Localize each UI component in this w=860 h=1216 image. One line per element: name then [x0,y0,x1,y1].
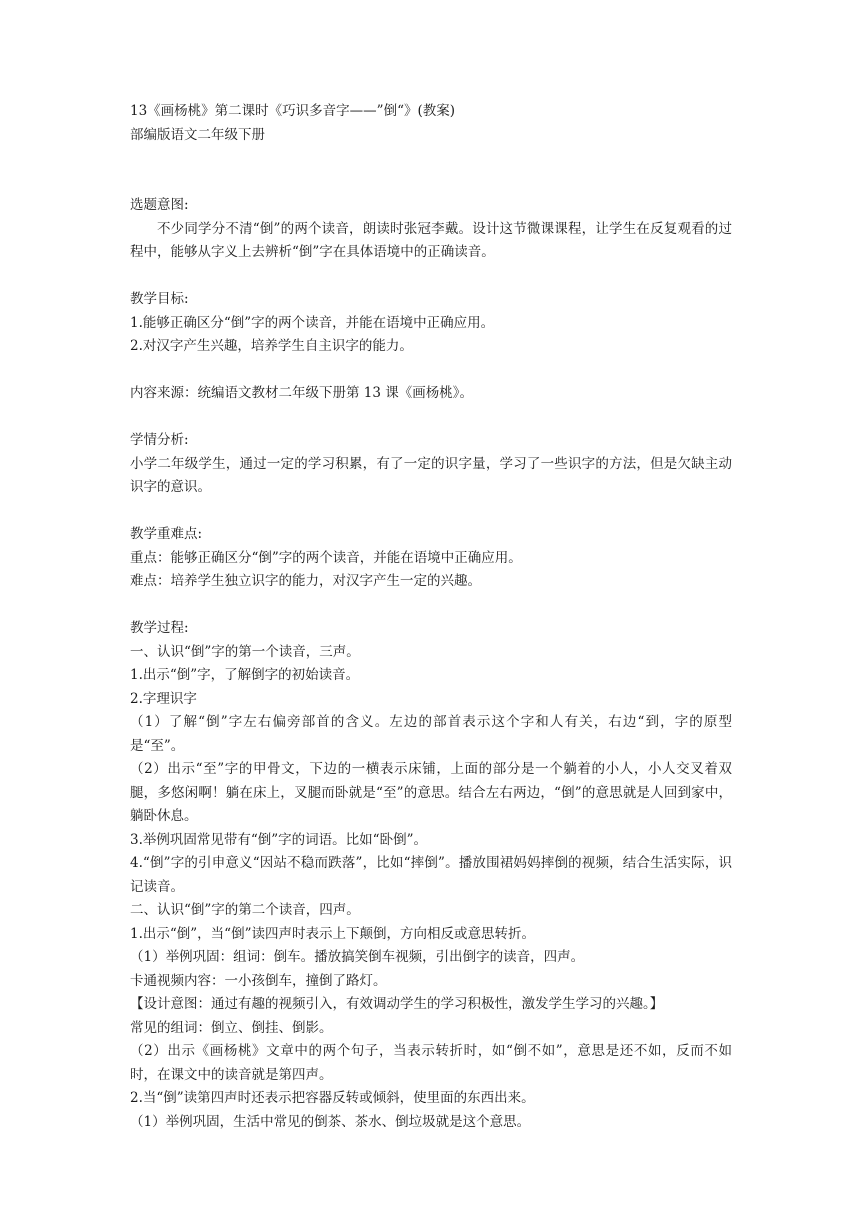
process-line: （2）出示《画杨桃》文章中的两个句子，当表示转折时，如“倒不如”，意思是还不如，反而不如时，在课文中的读音就是第四声。 [130,1043,732,1083]
process-line: 1.出示“倒”字，了解倒字的初始读音。 [130,667,360,683]
process-line: 二、认识“倒”字的第二个读音，四声。 [130,902,360,918]
document-subtitle: 部编版语文二年级下册 [130,126,265,143]
process-list [130,641,732,1135]
process-line: 1.出示“倒”，当“倒”读四声时表示上下颠倒，方向相反或意思转折。 [130,925,535,942]
process-line: 2.字理识字 [130,690,197,707]
process-line: 4.“倒”字的引申意义“因站不稳而跌落”，比如“摔倒”。播放围裙妈妈摔倒的视频，结合生活实际，识记读音。 [130,855,732,895]
intent-body: 不少同学分不清“倒”的两个读音，朗读时张冠李戴。设计这节微课课程，让学生在反复观看的过程中，能够从字义上去辨析“倒”字在具体语境中的正确读音。 [130,220,732,260]
goal-item: 2.对汉字产生兴趣，培养学生自主识字的能力。 [130,338,413,354]
document-title: 13《画杨桃》第二课时《巧识多音字——”倒“》(教案) [130,103,456,119]
document-page [130,100,732,1134]
key-point: 重点：能够正确区分“倒”字的两个读音，并能在语境中正确应用。 [130,549,522,566]
process-line: （1）举例巩固：组词：倒车。播放搞笑倒车视频，引出倒字的读音，四声。 [130,949,585,965]
intent-heading: 选题意图: [130,197,189,213]
analysis-body: 小学二年级学生，通过一定的学习积累，有了一定的识字量，学习了一些识字的方法，但是欠缺主动识字的意识。 [130,455,732,495]
difficulty-point: 难点：培养学生独立识字的能力，对汉字产生一定的兴趣。 [130,573,481,589]
goals-heading: 教学目标: [130,291,189,307]
process-line: （1）举例巩固，生活中常见的倒茶、茶水、倒垃圾就是这个意思。 [130,1113,531,1130]
process-heading: 教学过程: [130,620,189,636]
key-points-heading: 教学重难点: [130,526,203,542]
analysis-heading: 学情分析: [130,432,189,448]
process-line: 2.当“倒”读第四声时还表示把容器反转或倾斜，使里面的东西出来。 [130,1090,535,1106]
process-line: 【设计意图：通过有趣的视频引入，有效调动学生的学习积极性，激发学生学习的兴趣。】 [130,996,664,1012]
process-line: （2）出示“至”字的甲骨文，下边的一横表示床铺，上面的部分是一个躺着的小人，小人交叉着双腿，多悠闲啊！躺在床上，叉腿而卧就是“至”的意思。结合左右两边，“倒”的意思就是人回到家中，躺卧休息。 [130,761,732,824]
process-line: 3.举例巩固常见带有“倒”字的词语。比如“卧倒”。 [130,831,427,848]
process-line: 常见的组词：倒立、倒挂、倒影。 [130,1019,333,1036]
goal-item: 1.能够正确区分“倒”字的两个读音，并能在语境中正确应用。 [130,314,495,331]
process-line: 卡通视频内容：一小孩倒车，撞倒了路灯。 [130,972,387,989]
process-line: 一、认识“倒”字的第一个读音，三声。 [130,643,360,660]
process-line: （1）了解“倒”字左右偏旁部首的含义。左边的部首表示这个字和人有关，右边“到，字的原型是“至”。 [130,714,732,754]
content-source: 内容来源：统编语文教材二年级下册第 13 课《画杨桃》。 [130,385,474,401]
